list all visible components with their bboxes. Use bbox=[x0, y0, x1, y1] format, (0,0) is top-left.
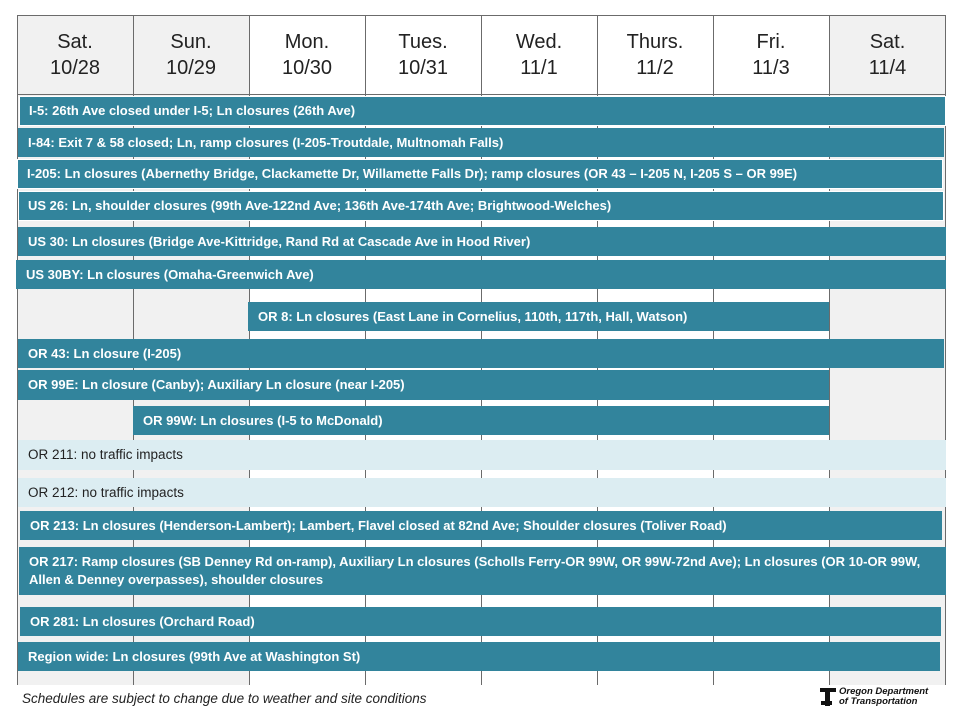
closure-bar-us26: US 26: Ln, shoulder closures (99th Ave-122nd Ave; 136th Ave-174th Ave; Brightwood-Welches) bbox=[18, 191, 944, 221]
closure-bar-or99e: OR 99E: Ln closure (Canby); Auxiliary Ln closure (near I-205) bbox=[18, 370, 829, 400]
schedule-disclaimer: Schedules are subject to change due to weather and site conditions bbox=[22, 691, 427, 706]
day-date: 11/3 bbox=[752, 57, 790, 79]
day-date: 11/2 bbox=[636, 57, 674, 79]
closure-bar-i205: I-205: Ln closures (Abernethy Bridge, Clackamette Dr, Willamette Falls Dr); ramp closures (OR 43 – I-205 N, I-205 S – OR 99E) bbox=[17, 159, 943, 189]
day-header bbox=[365, 15, 481, 95]
no-impact-bar-or212: OR 212: no traffic impacts bbox=[18, 478, 946, 507]
odot-logo bbox=[820, 687, 928, 707]
day-header bbox=[829, 15, 946, 95]
day-of-week: Fri. bbox=[756, 31, 786, 53]
day-of-week: Thurs. bbox=[626, 31, 684, 53]
day-of-week: Tues. bbox=[398, 31, 448, 53]
closure-bar-or43: OR 43: Ln closure (I-205) bbox=[18, 339, 944, 368]
odot-logo-text: Oregon Department of Transportation bbox=[839, 686, 929, 707]
closure-bar-region-wide: Region wide: Ln closures (99th Ave at Washington St) bbox=[18, 642, 940, 671]
closure-bar-or217: OR 217: Ramp closures (SB Denney Rd on-ramp), Auxiliary Ln closures (Scholls Ferry-OR 99W, OR 99W-72nd Ave); Ln closures (OR 10-OR 99W, Allen & Denney overpasses), shoulder closures bbox=[19, 547, 946, 595]
day-date: 11/4 bbox=[868, 57, 907, 79]
day-date: 10/31 bbox=[397, 57, 449, 79]
day-of-week: Wed. bbox=[515, 31, 563, 53]
day-of-week: Sat. bbox=[57, 31, 93, 53]
day-date: 11/1 bbox=[520, 57, 558, 79]
closure-bar-i5: I-5: 26th Ave closed under I-5; Ln closures (26th Ave) bbox=[19, 96, 946, 126]
schedule-grid bbox=[17, 15, 946, 685]
day-header bbox=[713, 15, 829, 95]
day-header bbox=[17, 15, 133, 95]
no-impact-bar-or211: OR 211: no traffic impacts bbox=[18, 440, 946, 470]
closure-bar-or213: OR 213: Ln closures (Henderson-Lambert); Lambert, Flavel closed at 82nd Ave; Shoulder closures (Toliver Road) bbox=[20, 511, 942, 540]
closure-bar-i84: I-84: Exit 7 & 58 closed; Ln, ramp closures (I-205-Troutdale, Multnomah Falls) bbox=[18, 128, 944, 157]
day-of-week: Mon. bbox=[284, 31, 330, 53]
day-header bbox=[249, 15, 365, 95]
closure-bar-us30by: US 30BY: Ln closures (Omaha-Greenwich Ave) bbox=[16, 260, 946, 289]
closure-bar-or8: OR 8: Ln closures (East Lane in Cornelius, 110th, 117th, Hall, Watson) bbox=[248, 302, 829, 331]
day-of-week: Sun. bbox=[170, 31, 212, 53]
day-header bbox=[597, 15, 713, 95]
day-date: 10/30 bbox=[281, 57, 333, 79]
closure-bar-us30: US 30: Ln closures (Bridge Ave-Kittridge, Rand Rd at Cascade Ave in Hood River) bbox=[18, 227, 946, 256]
closure-bar-or281: OR 281: Ln closures (Orchard Road) bbox=[20, 607, 941, 636]
closure-bar-or99w: OR 99W: Ln closures (I-5 to McDonald) bbox=[133, 406, 829, 435]
odot-logo-icon bbox=[820, 688, 836, 706]
day-header bbox=[481, 15, 597, 95]
day-of-week: Sat. bbox=[869, 31, 906, 53]
day-header bbox=[133, 15, 249, 95]
day-date: 10/28 bbox=[49, 57, 101, 79]
day-date: 10/29 bbox=[165, 57, 217, 79]
